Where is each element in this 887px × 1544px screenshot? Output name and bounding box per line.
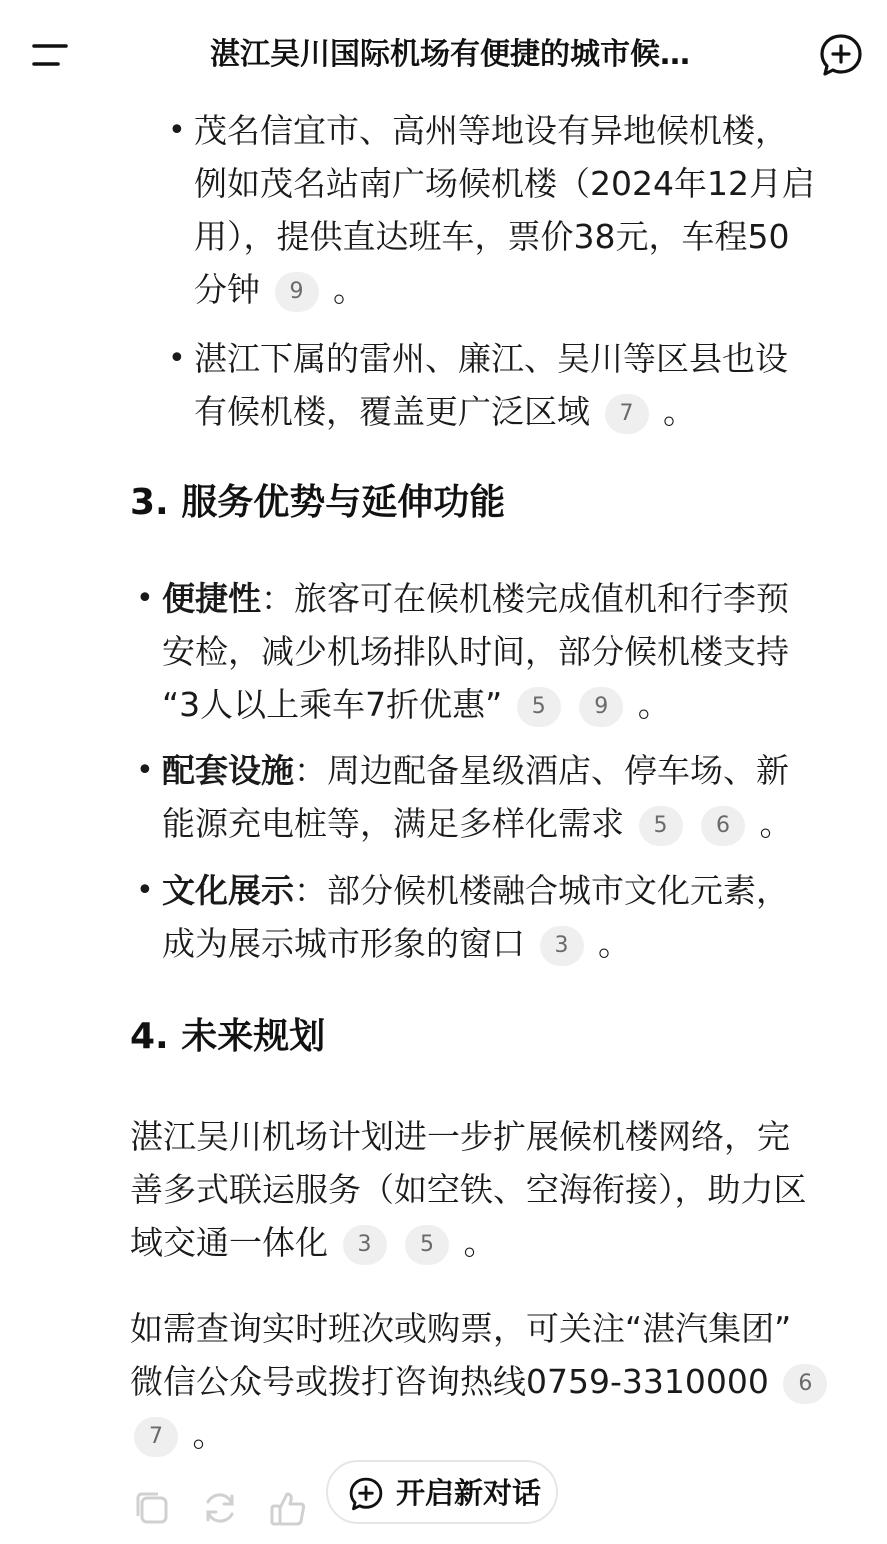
text-line: 茂名信宜市、高州等地设有异地候机楼， — [194, 111, 788, 150]
text-line: 湛江吴川机场计划进一步扩展候机楼网络，完 — [130, 1117, 790, 1156]
list-item — [136, 864, 851, 970]
text-line: 有候机楼，覆盖更广泛区域 — [194, 392, 590, 431]
bullet-dot: • — [168, 113, 186, 148]
citation-badge[interactable]: 5 — [639, 806, 683, 846]
citation-badge[interactable]: 5 — [517, 687, 561, 727]
text-line: 用），提供直达班车，票价38元，车程50 — [194, 217, 790, 256]
new-chat-icon — [348, 1476, 384, 1512]
item-label: 配套设施 — [162, 751, 294, 790]
text-line: “3人以上乘车7折优惠” — [162, 685, 503, 724]
bullet-dot: • — [168, 341, 186, 376]
menu-icon[interactable] — [30, 40, 70, 70]
text-line: 能源充电桩等，满足多样化需求 — [162, 804, 624, 843]
sentence-end: 。 — [333, 270, 366, 309]
citation-badge[interactable]: 3 — [343, 1225, 387, 1265]
text-line: 部分候机楼融合城市文化元素， — [327, 871, 789, 910]
new-chat-icon[interactable] — [818, 32, 864, 78]
bullet-dot: • — [136, 581, 154, 616]
text-line: 湛江下属的雷州、廉江、吴川等区县也设 — [194, 339, 788, 378]
text-line: 善多式联运服务（如空铁、空海衔接），助力区 — [130, 1170, 807, 1209]
citation-badge[interactable]: 7 — [605, 394, 649, 434]
sentence-end: 。 — [637, 685, 671, 724]
sentence-end: 。 — [759, 804, 793, 843]
new-chat-button[interactable] — [326, 1460, 558, 1524]
citation-badge[interactable]: 6 — [783, 1364, 827, 1404]
citation-badge[interactable]: 9 — [275, 272, 319, 312]
text-line: 微信公众号或拨打咨询热线0759-3310000 — [130, 1362, 769, 1401]
sentence-end: 。 — [598, 924, 631, 963]
regenerate-icon[interactable] — [200, 1488, 240, 1528]
top-bar — [0, 0, 887, 108]
section-heading: 3. 服务优势与延伸功能 — [130, 482, 506, 523]
section-heading: 4. 未来规划 — [130, 1016, 326, 1057]
text-line: 分钟 — [194, 270, 260, 309]
thumbs-up-icon[interactable] — [268, 1488, 308, 1528]
bullet-dot: • — [136, 873, 154, 908]
new-chat-label: 开启新对话 — [396, 1476, 542, 1510]
message-actions — [0, 1460, 887, 1544]
text-line: 旅客可在候机楼完成值机和行李预 — [294, 579, 789, 618]
list-item — [136, 744, 851, 850]
text-line: 例如茂名站南广场候机楼（2024年12月启 — [194, 164, 815, 203]
text-line: 域交通一体化 — [130, 1223, 328, 1262]
paragraph — [130, 1302, 870, 1461]
list-item — [168, 104, 848, 316]
sentence-end: 。 — [192, 1415, 226, 1454]
text-line: 成为展示城市形象的窗口 — [162, 924, 525, 963]
label-sep: ： — [261, 579, 294, 618]
sentence-end: 。 — [463, 1223, 497, 1262]
text-line: 如需查询实时班次或购票，可关注“湛汽集团” — [130, 1309, 792, 1348]
citation-badge[interactable]: 9 — [579, 687, 623, 727]
label-sep: ： — [294, 751, 327, 790]
citation-badge[interactable]: 5 — [405, 1225, 449, 1265]
item-label: 便捷性 — [162, 579, 261, 618]
citation-badge[interactable]: 3 — [540, 926, 584, 966]
paragraph — [130, 1110, 850, 1269]
conversation-title: 湛江吴川国际机场有便捷的城市候… — [210, 37, 690, 72]
text-line: 周边配备星级酒店、停车场、新 — [327, 751, 789, 790]
citation-badge[interactable]: 6 — [701, 806, 745, 846]
copy-icon[interactable] — [132, 1488, 172, 1528]
text-line: 安检，减少机场排队时间，部分候机楼支持 — [162, 632, 789, 671]
sentence-end: 。 — [663, 392, 696, 431]
label-sep: ： — [294, 871, 327, 910]
item-label: 文化展示 — [162, 871, 294, 910]
list-item — [168, 332, 848, 438]
citation-badge[interactable]: 7 — [134, 1417, 178, 1457]
bullet-dot: • — [136, 753, 154, 788]
list-item — [136, 572, 851, 731]
